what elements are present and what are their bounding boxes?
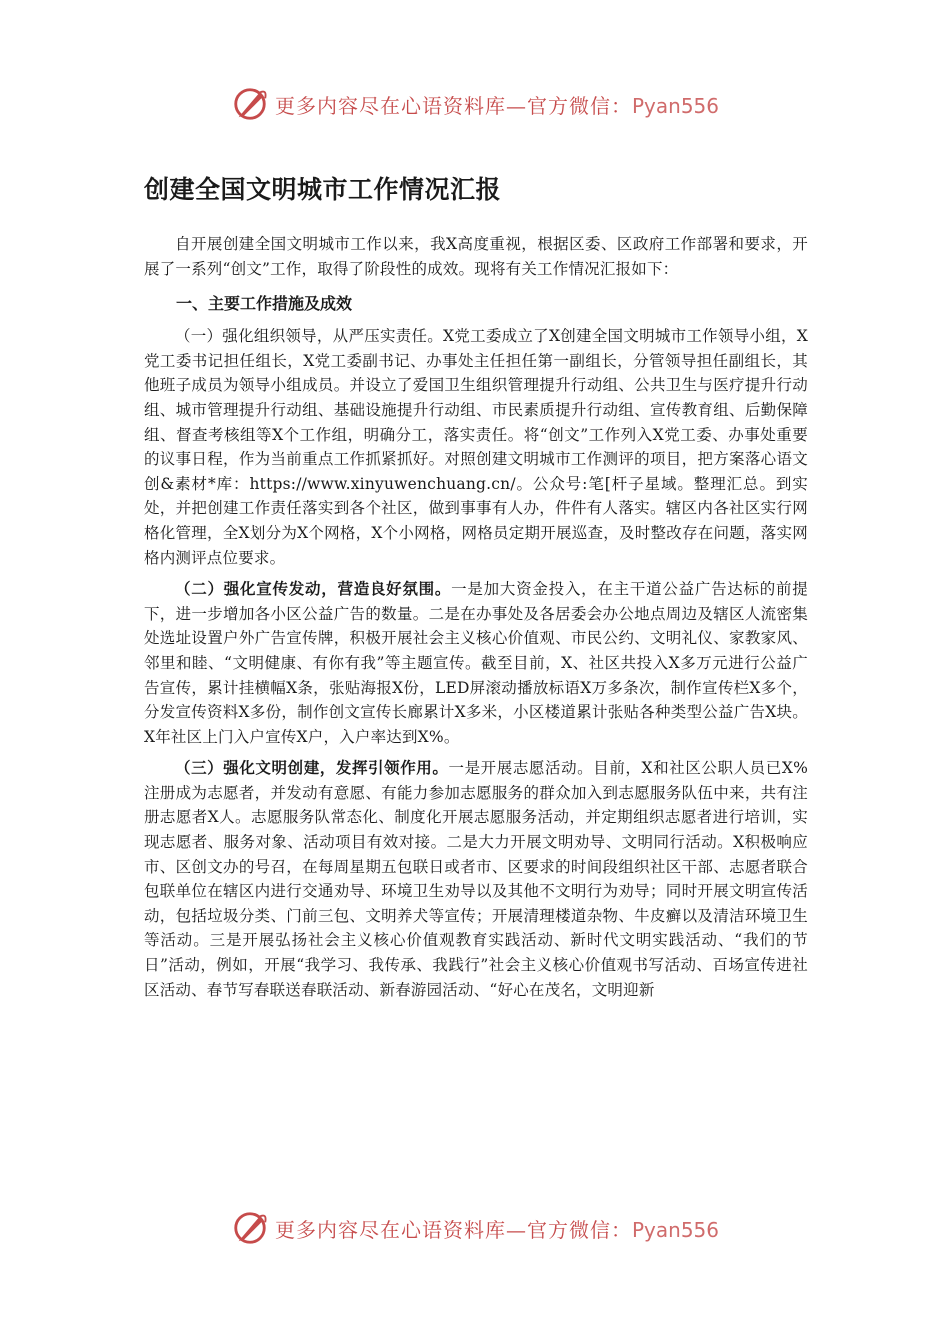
banner-text [275, 1214, 719, 1243]
banner-separator: — [505, 93, 527, 118]
paragraph-3-body: 一是开展志愿活动。目前，X和社区公职人员已X%注册成为志愿者，并发动有意愿、有能力参加志愿服务的群众加入到志愿服务队伍中来，共有注册志愿者X人。志愿服务队常态化、制度化开展志愿服务活动，并定期组织志愿者进行培训，实现志愿者、服务对象、活动项目有效对接。二是大力开展文明劝导、文明同行活动。X积极响应市、区创文办的号召，在每周星期五包联日或者市、区要求的时间段组织社区干部、志愿者联合包联单位在辖区内进行交通劝导、环境卫生劝导以及其他不文明行为劝导；同时开展文明宣传活动，包括垃圾分类、门前三包、文明养犬等宣传；开展清理楼道杂物、牛皮癣以及清洁环境卫生等活动。三是开展弘扬社会主义核心价值观教育实践活动、新时代文明实践活动、“我们的节日”活动，例如，开展“我学习、我传承、我践行”社会主义核心价值观书写活动、百场宣传进社区活动、春节写春联送春联活动、新春游园活动、“好心在茂名，文明迎新 [144, 759, 809, 999]
banner-wechat-id: Pyan556 [631, 1217, 719, 1242]
intro-paragraph: 自开展创建全国文明城市工作以来，我X高度重视，根据区委、区政府工作部署和要求，开展了一系列“创文”工作，取得了阶段性的成效。现将有关工作情况汇报如下： [144, 235, 808, 278]
footer-banner [0, 1208, 950, 1248]
banner-main: 更多内容尽在心语资料库 [274, 1217, 506, 1242]
banner-main: 更多内容尽在心语资料库 [274, 93, 506, 118]
banner-wechat-id: Pyan556 [631, 93, 719, 118]
banner-wechat-label: 官方微信： [526, 1217, 632, 1242]
banner-separator: — [505, 1217, 527, 1242]
paragraph-2-lead: （二）强化宣传发动，营造良好氛围。 [175, 580, 452, 599]
paragraph-2-body: 一是加大资金投入，在主干道公益广告达标的前提下，进一步增加各小区公益广告的数量。二是在办事处及各居委会办公地点周边及辖区人流密集处选址设置户外广告宣传牌，积极开展社会主义核心价值观、市民公约、文明礼仪、家教家风、邻里和睦、“文明健康、有你有我”等主题宣传。截至目前，X、社区共投入X多万元进行公益广告宣传，累计挂横幅X条，张贴海报X份，LED屏滚动播放标语X万多条次，制作宣传栏X多个，分发宣传资料X多份，制作创文宣传长廊累计X多米，小区楼道累计张贴各种类型公益广告X块。X年社区上门入户宣传X户，入户率达到X%。 [144, 580, 808, 746]
paragraph-2 [144, 577, 808, 749]
quill-logo-icon [231, 1209, 269, 1247]
banner-text [275, 90, 719, 119]
paragraph-3-lead: （三）强化文明创建，发挥引领作用。 [175, 759, 449, 778]
banner-wechat-label: 官方微信： [526, 93, 632, 118]
paragraph-1: （一）强化组织领导，从严压实责任。X党工委成立了X创建全国文明城市工作领导小组，X党工委书记担任组长，X党工委副书记、办事处主任担任第一副组长，分管领导担任副组长，其他班子成员为领导小组成员。并设立了爱国卫生组织管理提升行动组、公共卫生与医疗提升行动组、城市管理提升行动组、基础设施提升行动组、市民素质提升行动组、宣传教育组、后勤保障组、督查考核组等X个工作组，明确分工，落实责任。将“创文”工作列入X党工委、办事处重要的议事日程，作为当前重点工作抓紧抓好。对照创建文明城市工作测评的项目，把方案落心语文创&素材*库：https://www.xinyuwenchuang.cn/。公众号:笔[杆子星域。整理汇总。到实处，并把创建工作责任落实到各个社区，做到事事有人办，件件有人落实。辖区内各社区实行网格化管理，全X划分为X个网格，X个小网格，网格员定期开展巡查，及时整改存在问题，落实网格内测评点位要求。 [144, 327, 808, 567]
document-body [144, 170, 808, 1002]
header-banner [0, 84, 950, 124]
paragraph-3 [144, 756, 808, 1002]
quill-logo-icon [231, 85, 269, 123]
section-heading-1: 一、主要工作措施及成效 [176, 294, 353, 314]
document-title: 创建全国文明城市工作情况汇报 [144, 175, 502, 204]
